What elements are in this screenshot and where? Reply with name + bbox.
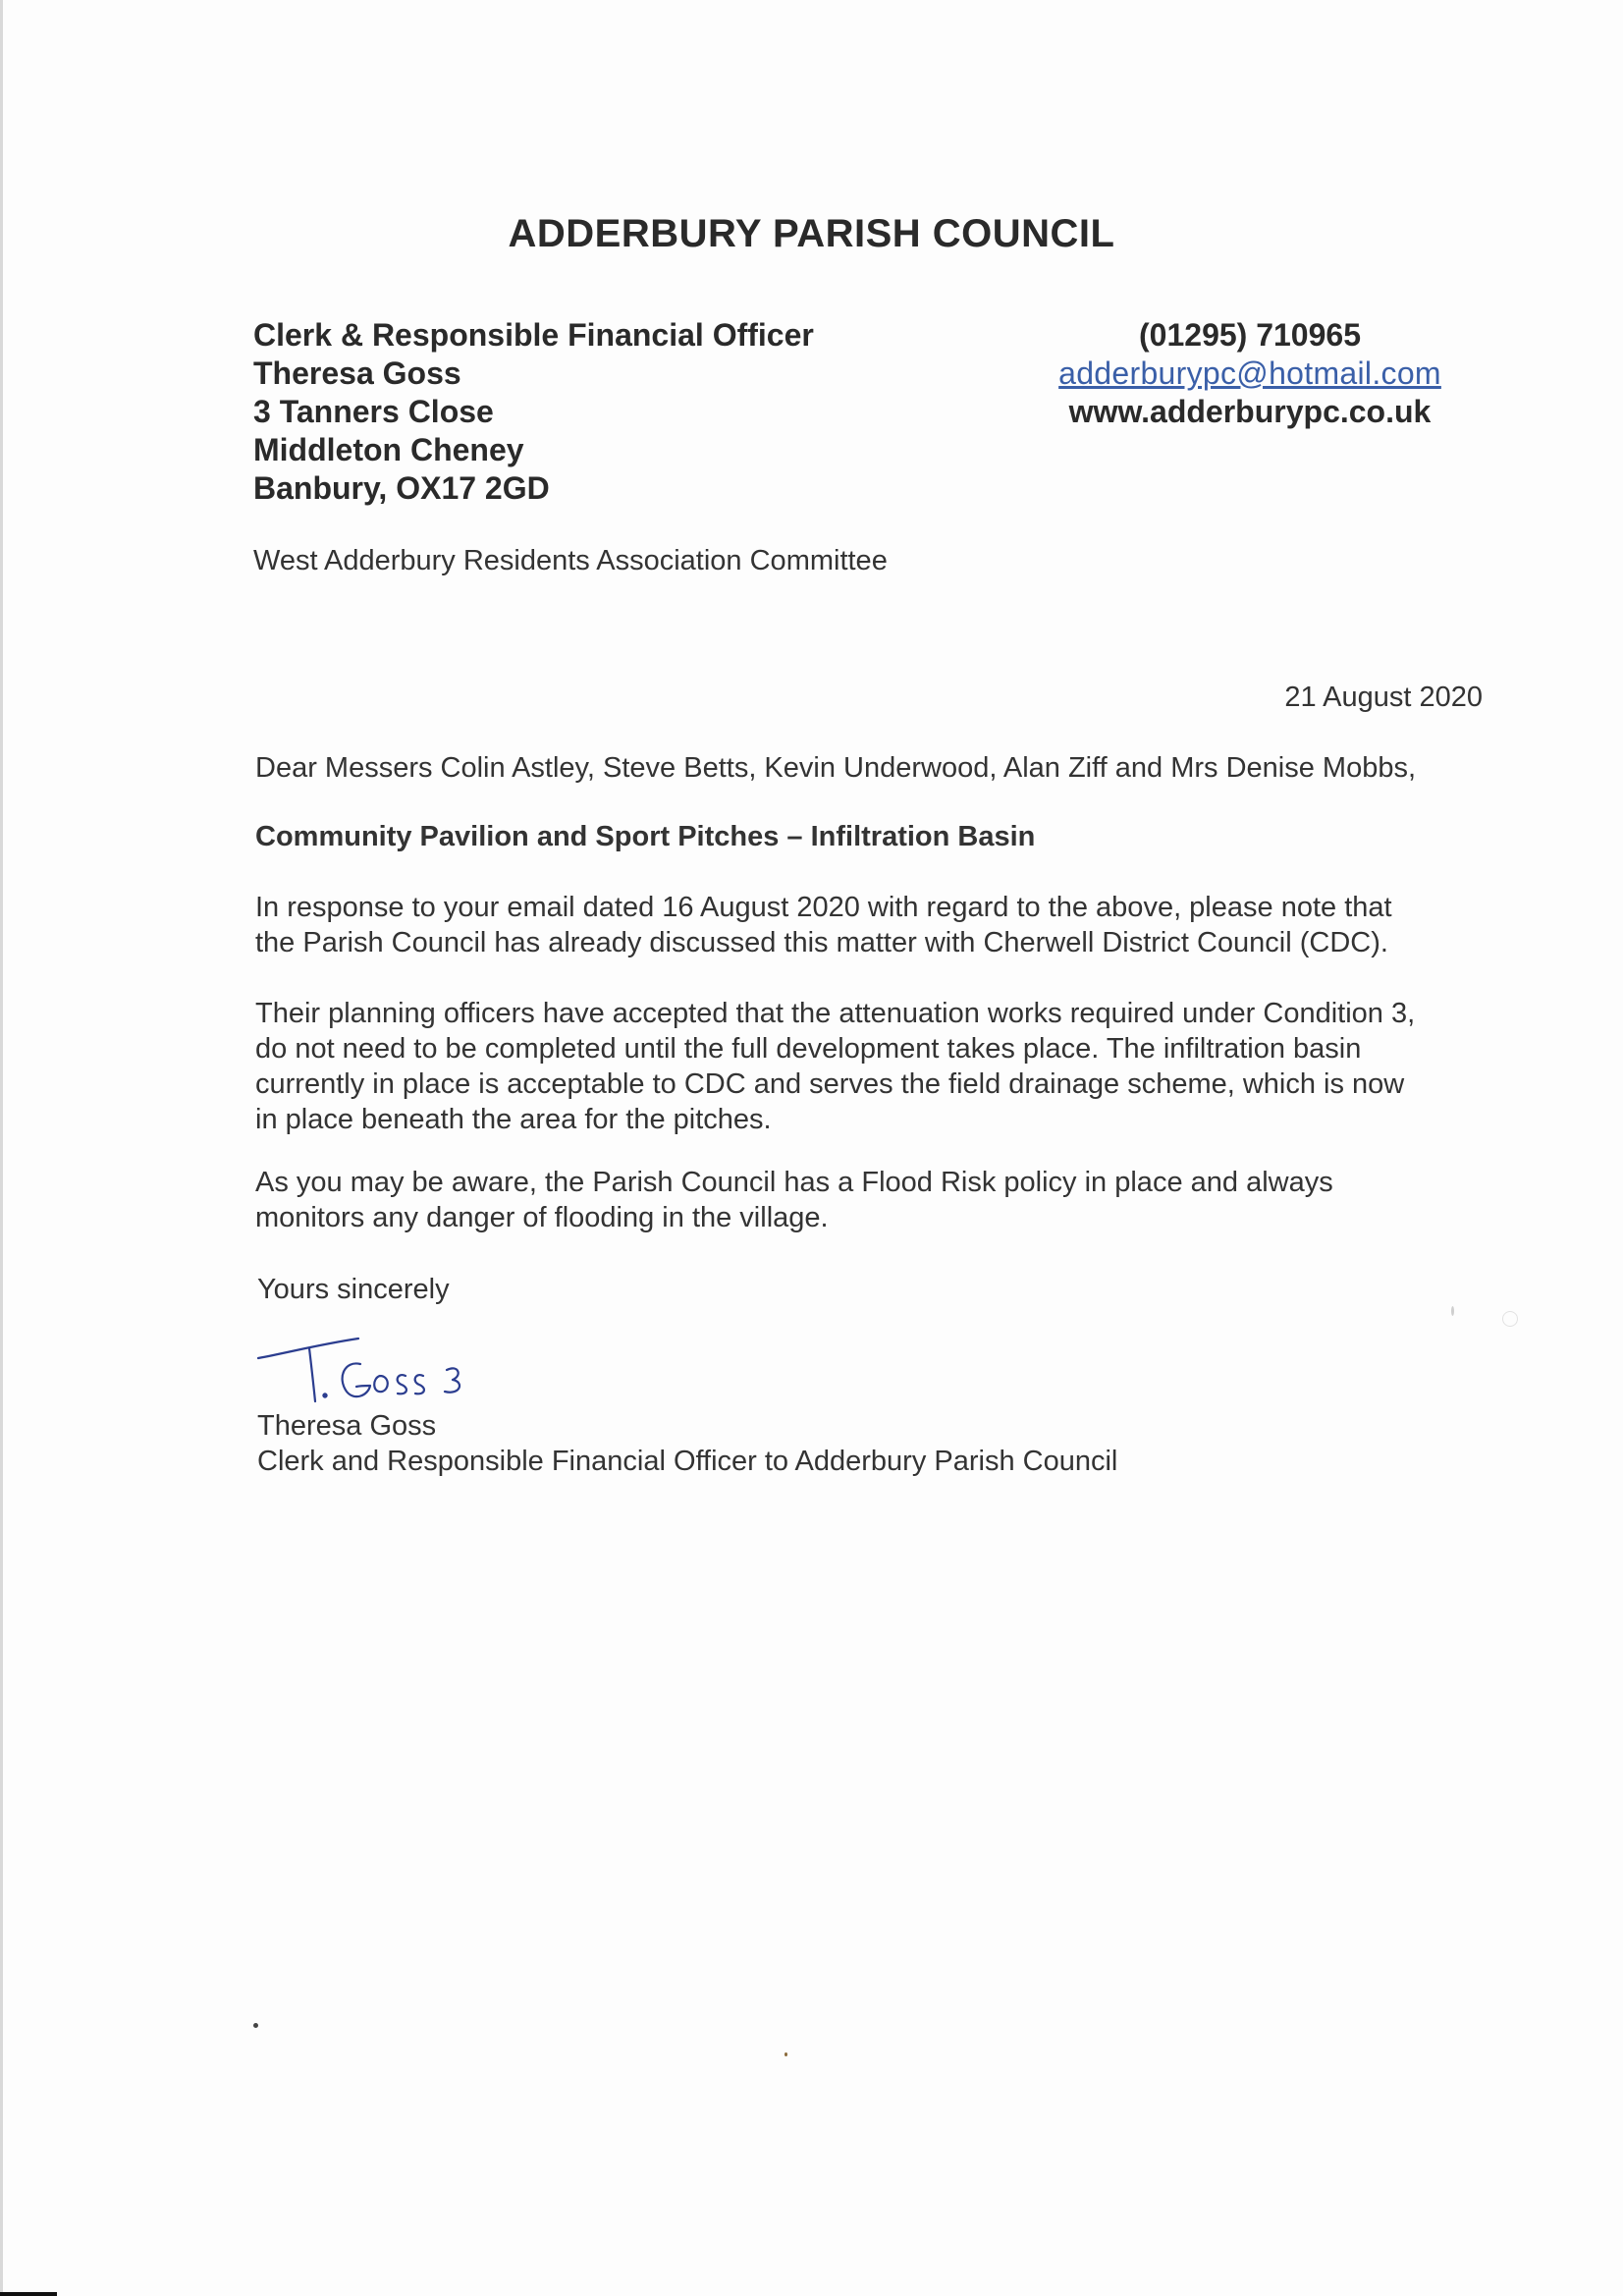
paragraph-line: do not need to be completed until the full development takes place. The infiltration basin	[255, 1033, 1362, 1065]
signer-name: Theresa Goss	[257, 1410, 437, 1442]
paragraph-line: in place beneath the area for the pitches.	[255, 1104, 772, 1135]
recipient: West Adderbury Residents Association Committee	[253, 545, 888, 576]
signer-title: Clerk and Responsible Financial Officer to Adderbury Parish Council	[257, 1446, 1118, 1477]
scan-speck	[253, 2023, 258, 2028]
letter-date: 21 August 2020	[1284, 682, 1483, 713]
sender-name: Theresa Goss	[253, 355, 461, 391]
paragraph-line: As you may be aware, the Parish Council has a Flood Risk policy in place and always	[255, 1167, 1333, 1198]
paragraph-line: monitors any danger of flooding in the village.	[255, 1202, 829, 1233]
contact-block	[1024, 316, 1476, 431]
paragraph-3	[255, 1165, 1492, 1235]
contact-email-link[interactable]: adderburypc@hotmail.com	[1058, 355, 1441, 391]
scan-bottom-mark	[0, 2292, 57, 2296]
scan-speck	[784, 2052, 787, 2056]
sender-address-line3: Banbury, OX17 2GD	[253, 470, 550, 506]
sender-role: Clerk & Responsible Financial Officer	[253, 317, 814, 353]
contact-website: www.adderburypc.co.uk	[1068, 394, 1432, 429]
salutation: Dear Messers Colin Astley, Steve Betts, Kevin Underwood, Alan Ziff and Mrs Denise Mobbs,	[255, 752, 1417, 784]
sender-address-line2: Middleton Cheney	[253, 432, 524, 467]
closing: Yours sincerely	[257, 1274, 450, 1305]
signer-block	[257, 1408, 1117, 1479]
paragraph-line: In response to your email dated 16 August 2020 with regard to the above, please note that	[255, 892, 1392, 923]
paragraph-1	[255, 890, 1492, 960]
sender-address-block	[253, 316, 814, 508]
paragraph-line: currently in place is acceptable to CDC and serves the field drainage scheme, which is now	[255, 1068, 1405, 1100]
scan-speck	[1502, 1311, 1518, 1327]
scan-edge	[0, 0, 3, 2296]
paragraph-line: Their planning officers have accepted that the attenuation works required under Condition 3,	[255, 998, 1416, 1029]
scan-speck	[1451, 1306, 1454, 1316]
paragraph-2	[255, 996, 1492, 1137]
handwritten-signature	[250, 1331, 535, 1409]
letterhead-title: ADDERBURY PARISH COUNCIL	[508, 212, 1115, 255]
sender-address-line1: 3 Tanners Close	[253, 394, 494, 429]
paragraph-line: the Parish Council has already discussed this matter with Cherwell District Council (CDC).	[255, 927, 1388, 958]
contact-phone: (01295) 710965	[1139, 317, 1361, 353]
subject-line: Community Pavilion and Sport Pitches – Infiltration Basin	[255, 821, 1036, 852]
